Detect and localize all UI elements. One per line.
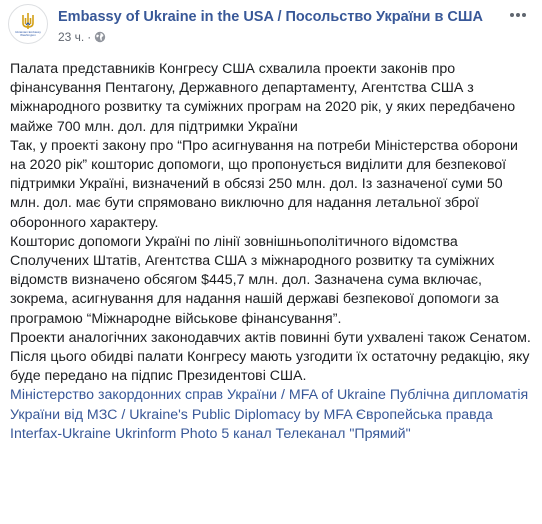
post-subline xyxy=(58,29,483,45)
post-timestamp[interactable]: 23 ч. xyxy=(58,30,85,44)
avatar[interactable] xyxy=(8,4,48,44)
more-dots-icon xyxy=(510,13,514,17)
paragraph: Кошторис допомоги Україні по лінії зовнішньополітичного відомства Сполучених Штатів, Агентства США з міжнародного розвитку та суміжних відомств визначено обсягом $445,7 млн. дол. Зазначена сума включає, зокрема, асигнування для надання нашій державі безпекової допомоги за програмою “Міжнародне військове фінансування”. xyxy=(10,233,499,327)
tag-link-public-diplomacy[interactable]: Публічна дипломатія України від МЗС / Ukraine's Public Diplomacy by MFA xyxy=(10,387,529,423)
avatar-caption: Ukrainian Embassy Washington xyxy=(15,29,41,37)
trident-icon xyxy=(20,12,36,30)
tag-link-5-kanal[interactable]: Photo 5 канал xyxy=(180,425,272,442)
tagged-pages xyxy=(10,386,534,444)
more-options-button[interactable] xyxy=(508,8,528,22)
post-header xyxy=(8,4,483,52)
post-body xyxy=(10,60,534,444)
tag-link-eurointegration[interactable]: Європейська правда xyxy=(355,406,493,423)
paragraph: Палата представників Конгресу США схвалила проекти законів про фінансування Пентагону, Державного департаменту, Агентства США з міжнародного розвитку та суміжних програм на 2020 рік, у яких передбачено майже 700 млн. дол. для підтримки України xyxy=(10,61,516,135)
globe-icon[interactable] xyxy=(94,31,106,43)
tag-link-mfa[interactable]: Міністерство закордонних справ України / MFA of Ukraine xyxy=(10,387,386,404)
paragraph: Так, у проекті закону про “Про асигнування на потреби Міністерства оборони на 2020 рік” кошторис допомоги, що пропонується виділити для безпекової підтримки Україні, визначений в обсязі 250 млн. дол. Із зазначеної суми 50 млн. дол. має бути спрямовано виключно для надання летальної зброї оборонного характеру. xyxy=(10,137,518,231)
post-meta xyxy=(58,8,483,45)
tag-link-priamyi[interactable]: Телеканал "Прямий" xyxy=(275,425,411,442)
paragraph: Проекти аналогічних законодавчих актів повинні бути ухвалені також Сенатом. Після цього обидві палати Конгресу мають узгодити їх остаточну редакцію, яку буде передано на підпис Президентові США. xyxy=(10,329,531,385)
separator-dot: · xyxy=(87,30,92,44)
tag-link-interfax[interactable]: Interfax-Ukraine xyxy=(10,425,111,442)
page-name-link[interactable]: Embassy of Ukraine in the USA / Посольство України в США xyxy=(58,9,483,25)
tag-link-ukrinform[interactable]: Ukrinform xyxy=(114,425,177,442)
